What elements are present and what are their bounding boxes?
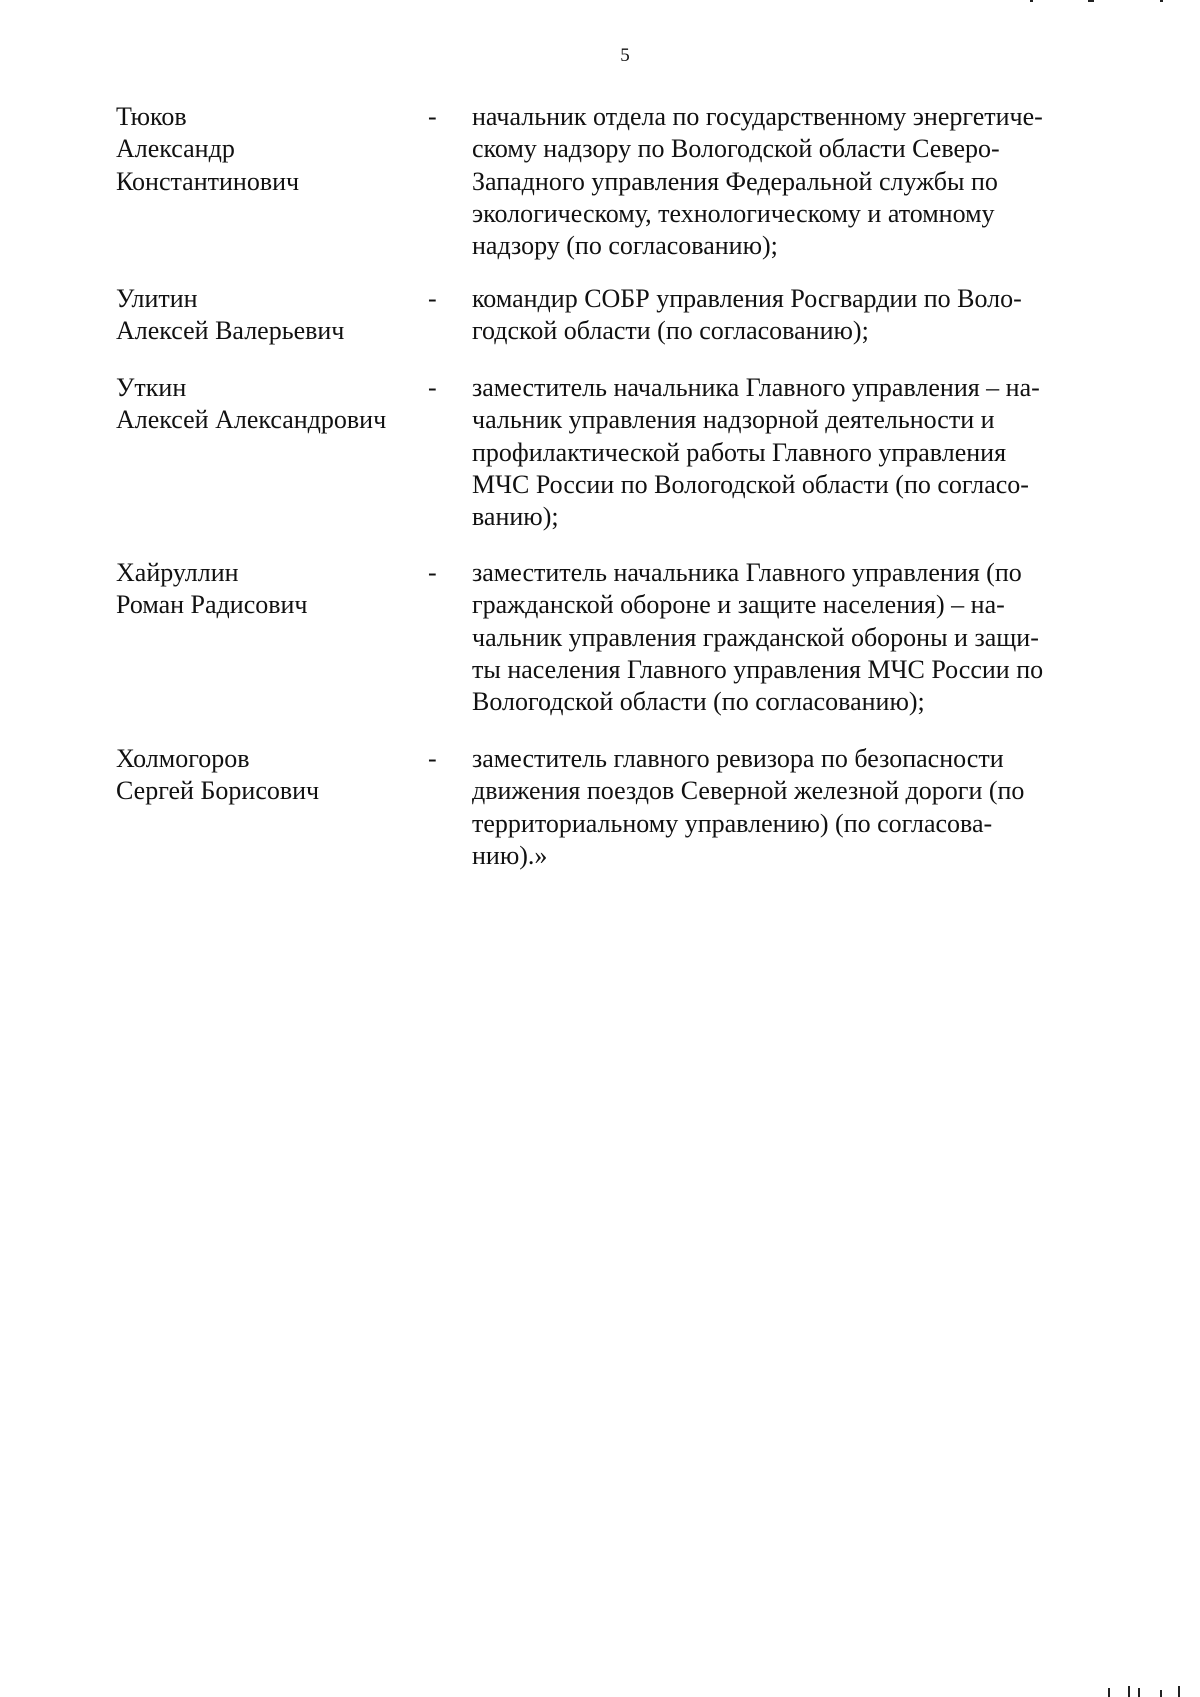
position-line: профилактической работы Главного управления [472,437,1007,467]
scan-artifact [1178,1686,1180,1697]
page-number: 5 [620,45,630,66]
position-line: заместитель начальника Главного управления (по [472,558,1022,587]
position-description [472,557,1122,718]
dash-separator: - [428,284,437,313]
position-line: экологическому, технологическому и атомному [472,198,995,228]
person-name [116,101,436,198]
position-line: заместитель главного ревизора по безопасности [472,744,1004,773]
scan-artifact [1108,1688,1110,1697]
position-line: нию).» [472,840,548,870]
name-line: Тюков [116,102,187,131]
name-line: Уткин [116,373,187,402]
position-line: Вологодской области (по согласованию); [472,687,925,717]
person-name [116,283,436,348]
position-line: чальник управления надзорной деятельности и [472,405,995,435]
position-line: гражданской обороне и защите населения) – на- [472,590,1005,620]
position-description [472,283,1122,348]
name-line: Константинович [116,166,300,196]
name-line: Алексей Валерьевич [116,316,345,346]
dash-separator: - [428,558,437,587]
position-line: скому надзору по Вологодской области Северо- [472,134,1000,164]
scan-artifact [1030,0,1033,2]
position-line: ты населения Главного управления МЧС России по [472,654,1044,684]
position-line: командир СОБР управления Росгвардии по Воло- [472,284,1022,313]
scan-artifact [1160,0,1163,2]
scan-artifact [1138,1688,1140,1697]
position-line: движения поездов Северной железной дороги (по [472,776,1025,806]
name-line: Улитин [116,284,198,313]
position-description [472,743,1122,872]
position-line: заместитель начальника Главного управления – на- [472,373,1040,402]
position-line: начальник отдела по государственному энергетиче- [472,102,1043,131]
position-line: МЧС России по Вологодской области (по согласо- [472,469,1029,499]
position-line: надзору (по согласованию); [472,231,778,261]
dash-separator: - [428,373,437,402]
name-line: Сергей Борисович [116,776,320,806]
name-line: Хайруллин [116,558,239,587]
position-description [472,101,1122,262]
scan-artifact [1128,1686,1130,1697]
name-line: Александр [116,134,235,164]
position-line: Западного управления Федеральной службы по [472,166,998,196]
position-line: годской области (по согласованию); [472,316,869,346]
position-line: ванию); [472,502,559,532]
person-name [116,557,436,622]
scan-artifact [1160,1690,1162,1697]
person-name [116,372,436,437]
person-name [116,743,436,808]
scan-artifact [1088,0,1094,2]
name-line: Алексей Александрович [116,405,387,435]
position-line: территориальному управлению) (по согласова- [472,808,993,838]
position-description [472,372,1122,533]
name-line: Роман Радисович [116,590,308,620]
name-line: Холмогоров [116,744,250,773]
dash-separator: - [428,744,437,773]
position-line: чальник управления гражданской обороны и защи- [472,622,1039,652]
dash-separator: - [428,102,437,131]
